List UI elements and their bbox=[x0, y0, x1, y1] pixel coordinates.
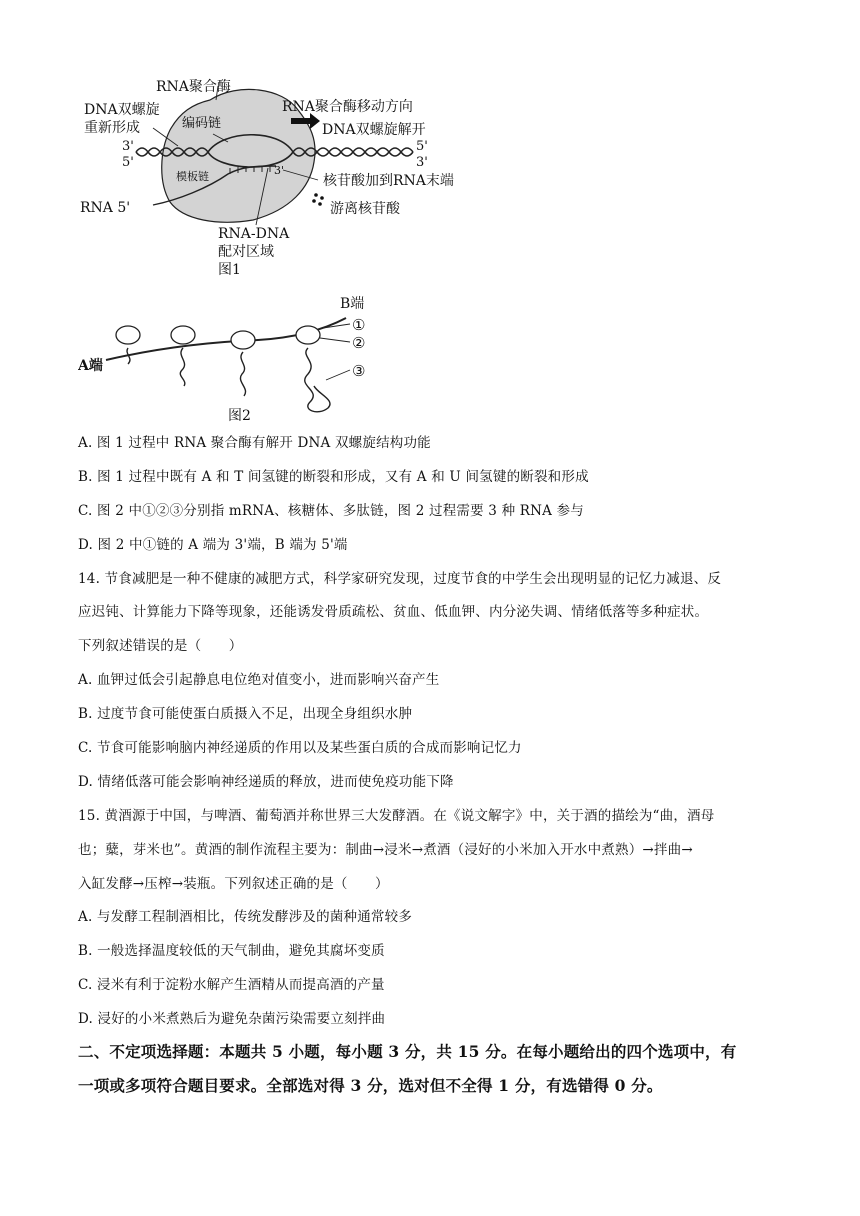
q13-option-a: A. 图 1 过程中 RNA 聚合酶有解开 DNA 双螺旋结构功能 bbox=[78, 435, 431, 451]
label-polymerase-direction: RNA聚合酶移动方向 bbox=[282, 99, 413, 115]
label-b-end: B端 bbox=[340, 296, 365, 312]
label-right-3: 3' bbox=[416, 155, 428, 170]
q14-option-b: B. 过度节食可能使蛋白质摄入不足，出现全身组织水肿 bbox=[78, 706, 413, 722]
label-left-3: 3' bbox=[122, 139, 134, 154]
q14-option-d: D. 情绪低落可能会影响神经递质的释放，进而使免疫功能下降 bbox=[78, 774, 454, 790]
q14-stem-line-3: 下列叙述错误的是（ ） bbox=[78, 638, 243, 654]
q15-option-b: B. 一般选择温度较低的天气制曲，避免其腐坏变质 bbox=[78, 943, 385, 959]
label-dna-reform-2: 重新形成 bbox=[84, 120, 140, 136]
q14-stem-line-1: 14. 节食减肥是一种不健康的减肥方式，科学家研究发现，过度节食的中学生会出现明显的记忆力减退、反 bbox=[78, 571, 722, 587]
label-nucleotide-added: 核苷酸加到RNA末端 bbox=[323, 173, 454, 189]
q13-option-c: C. 图 2 中①②③分别指 mRNA、核糖体、多肽链，图 2 过程需要 3 种 RNA 参与 bbox=[78, 503, 584, 519]
label-dna-unwind: DNA双螺旋解开 bbox=[322, 122, 426, 138]
label-right-5: 5' bbox=[416, 139, 428, 154]
section-2-heading-line-1: 二、不定项选择题：本题共 5 小题，每小题 3 分，共 15 分。在每小题给出的四个选项中，有 bbox=[78, 1042, 737, 1061]
q13-option-b: B. 图 1 过程中既有 A 和 T 间氢键的断裂和形成，又有 A 和 U 间氢键的断裂和形成 bbox=[78, 469, 589, 485]
q15-stem-line-1: 15. 黄酒源于中国，与啤酒、葡萄酒并称世界三大发酵酒。在《说文解字》中，关于酒的描绘为“曲，酒母 bbox=[78, 808, 715, 824]
label-pair-region-1: RNA-DNA bbox=[218, 226, 290, 242]
label-pair-region-2: 配对区域 bbox=[218, 244, 274, 260]
label-left-5: 5' bbox=[122, 155, 134, 170]
free-nucleotides-icon bbox=[312, 193, 324, 206]
figure-1-transcription bbox=[78, 70, 508, 285]
label-rna-5: RNA 5' bbox=[80, 200, 131, 216]
label-dna-reform-1: DNA双螺旋 bbox=[84, 102, 160, 118]
q13-option-d: D. 图 2 中①链的 A 端为 3'端，B 端为 5'端 bbox=[78, 537, 348, 553]
label-template-strand: 模板链 bbox=[176, 170, 209, 183]
label-a-end: A端 bbox=[78, 358, 103, 374]
q14-stem-line-2: 应迟钝、计算能力下降等现象，还能诱发骨质疏松、贫血、低血钾、内分泌失调、情绪低落等多种症状。 bbox=[78, 604, 709, 620]
figure-2-translation bbox=[78, 290, 398, 425]
figure-2-caption: 图2 bbox=[228, 408, 251, 424]
label-mark-1: ① bbox=[352, 316, 366, 334]
label-mark-3: ③ bbox=[352, 362, 366, 380]
q14-option-a: A. 血钾过低会引起静息电位绝对值变小，进而影响兴奋产生 bbox=[78, 672, 440, 688]
label-coding-strand: 编码链 bbox=[182, 116, 222, 131]
q15-option-d: D. 浸好的小米煮熟后为避免杂菌污染需要立刻拌曲 bbox=[78, 1011, 386, 1027]
q15-option-c: C. 浸米有利于淀粉水解产生酒精从而提高酒的产量 bbox=[78, 977, 385, 993]
q15-stem-line-3: 入缸发酵→压榨→装瓶。下列叙述正确的是（ ） bbox=[78, 876, 389, 892]
label-free-nucleotides: 游离核苷酸 bbox=[330, 201, 400, 217]
ribosomes bbox=[116, 326, 320, 349]
q15-stem-line-2: 也；糵，芽米也”。黄酒的制作流程主要为：制曲→浸米→煮酒（浸好的小米加入开水中煮熟）→拌曲→ bbox=[78, 842, 693, 858]
label-mark-2: ② bbox=[352, 334, 366, 352]
figure-1-caption: 图1 bbox=[218, 262, 241, 278]
polypeptide-chains bbox=[127, 348, 330, 412]
label-rna-polymerase: RNA聚合酶 bbox=[156, 79, 231, 95]
section-2-heading-line-2: 一项或多项符合题目要求。全部选对得 3 分，选对但不全得 1 分，有选错得 0 分。 bbox=[78, 1076, 663, 1095]
q14-option-c: C. 节食可能影响脑内神经递质的作用以及某些蛋白质的合成而影响记忆力 bbox=[78, 740, 522, 756]
q15-option-a: A. 与发酵工程制酒相比，传统发酵涉及的菌种通常较多 bbox=[78, 909, 413, 925]
label-inner-3: 3' bbox=[274, 164, 285, 177]
